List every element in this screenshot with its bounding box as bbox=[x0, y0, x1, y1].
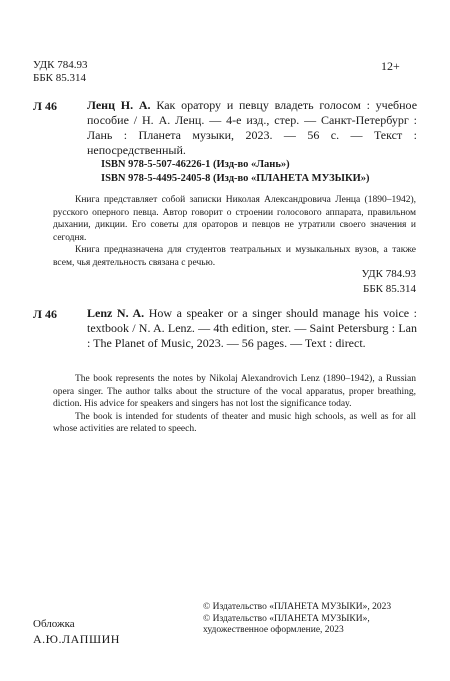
age-rating: 12+ bbox=[381, 59, 400, 73]
bibliographic-entry-ru bbox=[87, 98, 417, 158]
bbk-code: ББК 85.314 bbox=[33, 72, 86, 84]
author-name-ru: Ленц Н. А. bbox=[87, 98, 151, 112]
udk-code-right: УДК 784.93 bbox=[361, 268, 416, 280]
cover-label: Обложка bbox=[33, 618, 75, 630]
annotation-en bbox=[53, 373, 416, 436]
header-classification bbox=[33, 59, 88, 85]
udk-code: УДК 784.93 bbox=[33, 59, 88, 71]
author-name-en: Lenz N. A. bbox=[87, 306, 145, 320]
title-description-ru: Как оратору и певцу владеть голосом : учебное пособие / Н. А. Ленц. — 4-е изд., стер. — Санкт-Петербург : Лань : Планета музыки, 2023. — 56 с. — Текст : непосредственный. bbox=[87, 98, 418, 157]
copyright-block bbox=[203, 602, 423, 637]
annotation-en-p1: The book represents the notes by Nikolaj Alexandrovich Lenz (1890–1942), a Russian opera singer. The author talks about the structure of the vocal apparatus, proper breathing, diction. His advice for speakers and singers has not lost the significance today. bbox=[53, 374, 416, 410]
title-description-en: How a speaker or a singer should manage his voice : textbook / N. A. Lenz. — 4th edition, ster. — Saint Petersburg : Lan : The Planet of Music, 2023. — 56 pages. — Text : direct. bbox=[87, 306, 418, 350]
author-sign-ru: Л 46 bbox=[33, 99, 57, 113]
annotation-en-p2: The book is intended for students of theater and music high schools, as well as for all whose activities are related to speech. bbox=[53, 411, 416, 435]
copyright-line-2: © Издательство «ПЛАНЕТА МУЗЫКИ», художественное оформление, 2023 bbox=[203, 613, 370, 635]
cover-artist: А.Ю.ЛАПШИН bbox=[33, 632, 120, 646]
isbn-planeta: ISBN 978-5-4495-2405-8 (Изд-во «ПЛАНЕТА МУЗЫКИ») bbox=[101, 173, 370, 184]
author-sign-en: Л 46 bbox=[33, 307, 57, 321]
bibliographic-entry-en bbox=[87, 306, 417, 351]
annotation-ru bbox=[53, 194, 416, 270]
copyright-line-1: © Издательство «ПЛАНЕТА МУЗЫКИ», 2023 bbox=[203, 602, 392, 612]
annotation-ru-p2: Книга предназначена для студентов театральных и музыкальных вузов, а также всем, чья деятельность связана с речью. bbox=[53, 245, 416, 268]
cover-credit bbox=[33, 617, 120, 647]
annotation-ru-p1: Книга представляет собой записки Николая Александровича Ленца (1890–1942), русского оперного певца. Автор говорит о строении голосового аппарата, правильном дыхании, дикции. Его советы для ораторов и певцов не утратили своего значения и сегодня. bbox=[53, 195, 416, 243]
classification-right bbox=[361, 267, 416, 297]
bbk-code-right: ББК 85.314 bbox=[363, 283, 416, 295]
isbn-lan: ISBN 978-5-507-46226-1 (Изд-во «Лань») bbox=[101, 159, 290, 170]
